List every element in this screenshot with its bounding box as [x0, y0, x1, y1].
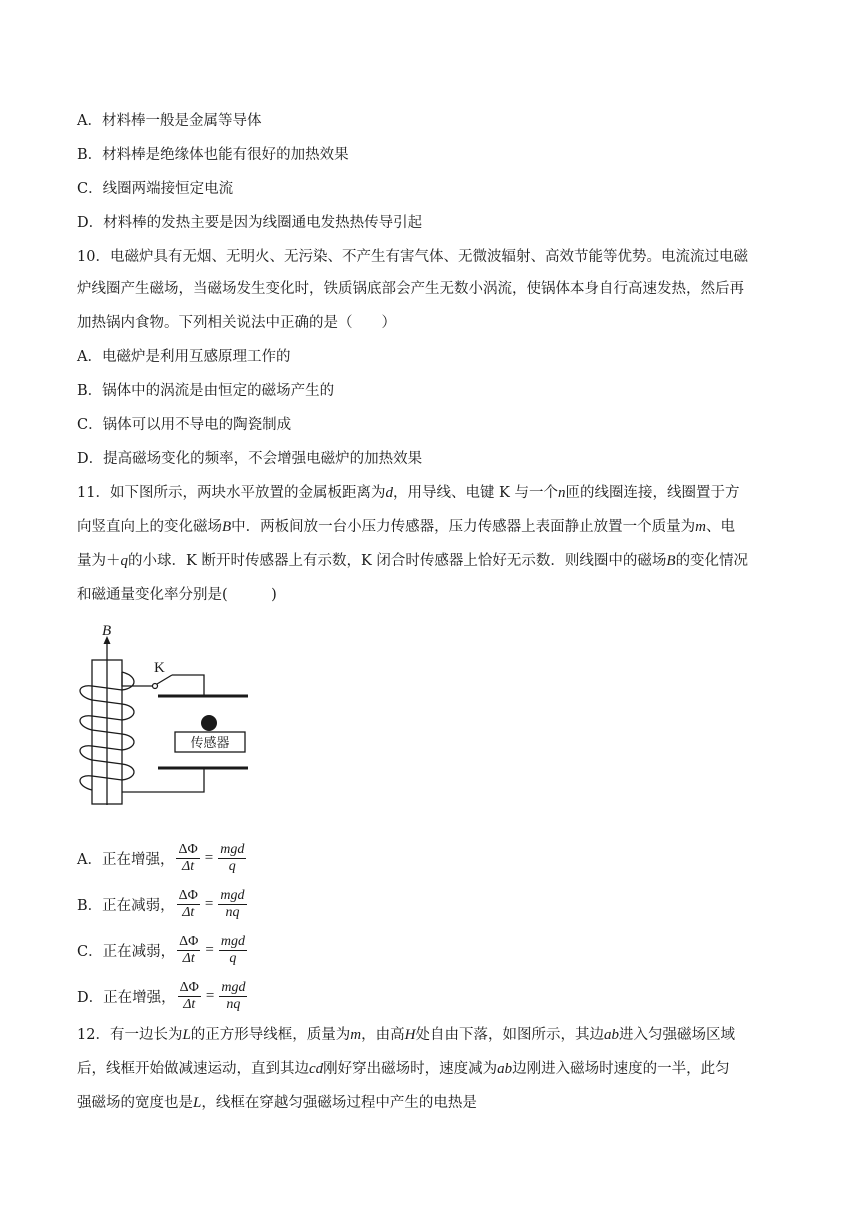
field-label-B: B	[102, 623, 112, 639]
fraction-answer: $\frac{\text{mgd}}{q}$	[220, 933, 245, 966]
var-d: d	[385, 485, 393, 501]
q10-option-b: B．锅体中的涡流是由恒定的磁场产生的	[77, 383, 335, 399]
fraction-flux-rate: $\frac{\Delta\Phi}{\Delta t}$	[178, 841, 198, 874]
fraction-flux-rate: $\frac{\Delta\Phi}{\Delta t}$	[179, 933, 199, 966]
fraction-answer: $\frac{\text{mgd}}{nq}$	[220, 887, 245, 920]
var-B: B	[666, 553, 676, 569]
q10-option-c: C．锅体可以用不导电的陶瓷制成	[77, 417, 292, 433]
q10-option-d: D．提高磁场变化的频率，不会增强电磁炉的加热效果	[77, 451, 423, 467]
q9-option-b: B．材料棒是绝缘体也能有很好的加热效果	[77, 147, 349, 163]
q10-stem-line-3: 加热锅内食物。下列相关说法中正确的是（ ）	[77, 315, 396, 331]
q11-stem-line-4: 和磁通量变化率分别是( )	[77, 587, 277, 603]
q10-stem-line-2: 炉线圈产生磁场，当磁场发生变化时，铁质锅底部会产生无数小涡流，使锅体本身自行高速发热，然后再	[77, 281, 744, 297]
switch-K	[157, 675, 172, 684]
fraction-flux-rate: $\frac{\Delta\Phi}{\Delta t}$	[178, 887, 198, 920]
q11-option-d: D．正在增强， $\frac{\Delta\Phi}{\Delta t}$ = $\frac{\text{mgd}}{nq}$	[77, 979, 246, 1012]
equals-sign: =	[205, 941, 214, 958]
q11-stem-line-1: 11．如下图所示，两块水平放置的金属板距离为d，用导线、电键 K 与一个n匝的线圈连接，线圈置于方	[77, 485, 740, 501]
charged-ball	[201, 715, 217, 731]
q12-stem-line-1: 12．有一边长为L的正方形导线框，质量为m，由高H处自由下落，如图所示，其边ab进入匀强磁场区域	[77, 1027, 735, 1043]
var-q: q	[120, 553, 128, 569]
equals-sign: =	[204, 895, 214, 912]
fraction-answer: $\frac{\text{mgd}}{q}$	[220, 841, 245, 874]
q10-option-a: A．电磁炉是利用互感原理工作的	[77, 349, 291, 365]
q10-stem-line-1: 10．电磁炉具有无烟、无明火、无污染、不产生有害气体、无微波辐射、高效节能等优势。电流流过电磁	[77, 249, 748, 265]
q9-option-c: C．线圈两端接恒定电流	[77, 181, 234, 197]
switch-label-K: K	[154, 660, 165, 676]
q11-stem-line-3: 量为＋q的小球．K 断开时传感器上有示数，K 闭合时传感器上恰好无示数．则线圈中的磁场B的变化情况	[77, 553, 749, 569]
q12-stem-line-2: 后，线框开始做减速运动，直到其边cd刚好穿出磁场时，速度减为ab边刚进入磁场时速度的一半，此匀	[77, 1061, 730, 1077]
sensor-label: 传感器	[190, 736, 230, 751]
q11-option-b: B．正在减弱， $\frac{\Delta\Phi}{\Delta t}$ = $\frac{\text{mgd}}{nq}$	[77, 887, 245, 920]
fraction-flux-rate: $\frac{\Delta\Phi}{\Delta t}$	[179, 979, 199, 1012]
q12-stem-line-3: 强磁场的宽度也是L，线框在穿越匀强磁场过程中产生的电热是	[77, 1095, 477, 1111]
q11-option-c: C．正在减弱， $\frac{\Delta\Phi}{\Delta t}$ = $\frac{\text{mgd}}{q}$	[77, 933, 245, 966]
switch-contact	[153, 684, 158, 689]
fraction-answer: $\frac{\text{mgd}}{nq}$	[221, 979, 246, 1012]
var-B: B	[222, 519, 232, 535]
q11-option-a: A．正在增强， $\frac{\Delta\Phi}{\Delta t}$ = $\frac{\text{mgd}}{q}$	[77, 841, 245, 874]
coil-sensor-diagram	[70, 620, 255, 810]
q11-stem-line-2: 向竖直向上的变化磁场B中．两板间放一台小压力传感器，压力传感器上表面静止放置一个质量为m、电	[77, 519, 736, 535]
var-m: m	[695, 519, 707, 535]
equals-sign: =	[205, 987, 215, 1004]
q9-option-d: D．材料棒的发热主要是因为线圈通电发热热传导引起	[77, 215, 423, 231]
upper-plate-wire	[172, 675, 204, 696]
equals-sign: =	[204, 849, 214, 866]
var-n: n	[558, 485, 566, 501]
q9-option-a: A．材料棒一般是金属等导体	[77, 113, 262, 129]
